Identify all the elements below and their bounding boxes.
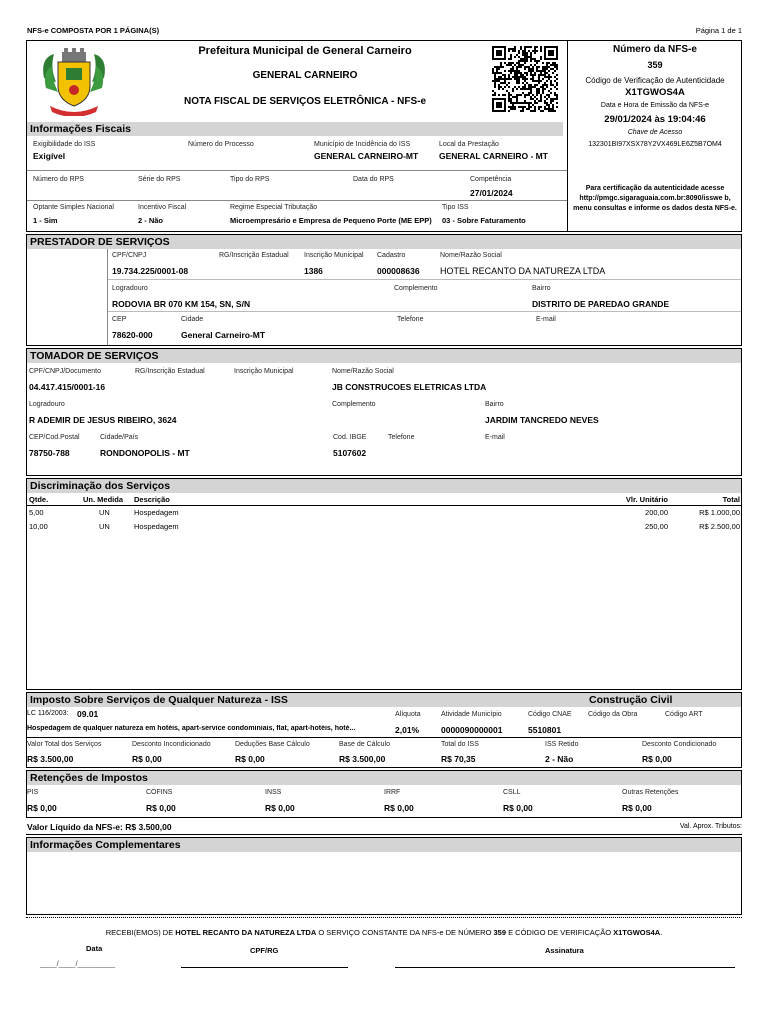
prestador-header: PRESTADOR DE SERVIÇOS — [27, 235, 741, 249]
prefeitura-title: Prefeitura Municipal de General Carneiro — [198, 45, 412, 57]
row-total: R$ 2.500,00 — [699, 522, 740, 531]
prestador-bairro-label: Bairro — [532, 285, 551, 292]
tomador-nome: JB CONSTRUCOES ELETRICAS LTDA — [332, 382, 487, 392]
tomador-header: TOMADOR DE SERVIÇOS — [27, 349, 741, 363]
csll-label: CSLL — [503, 789, 521, 796]
tomador-cep: 78750-788 — [29, 448, 70, 458]
prestador-logradouro-label: Logradouro — [112, 285, 148, 292]
tomador-cidade-label: Cidade/País — [100, 434, 139, 441]
desconto-incondicionado-label: Desconto Incondicionado — [132, 741, 211, 748]
lc-description: Hospedagem de qualquer natureza em hotéis, apart-service condominiais, flat, apart-hotéis, hoté... — [27, 725, 356, 732]
valor-aprox-tributos: Val. Aprox. Tributos: — [679, 823, 742, 830]
exigibilidade-label: Exigibilidade do ISS — [33, 141, 96, 148]
row-qtde: 10,00 — [29, 522, 48, 531]
prestador-nome-label: Nome/Razão Social — [440, 252, 502, 259]
tomador-cnpj: 04.417.415/0001-16 — [29, 382, 106, 392]
csll-value: R$ 0,00 — [503, 803, 533, 813]
row-qtde: 5,00 — [29, 508, 44, 517]
codigo-obra-label: Código da Obra — [588, 711, 638, 718]
local-prestacao-label: Local da Prestação — [439, 141, 499, 148]
deducoes-value: R$ 0,00 — [235, 754, 265, 764]
inss-label: INSS — [265, 789, 282, 796]
valor-liquido — [27, 822, 172, 832]
cpf-signature-line[interactable] — [181, 967, 348, 968]
coat-of-arms-logo — [36, 48, 112, 116]
codigo-art-label: Código ART — [665, 711, 703, 718]
prestador-cnpj: 19.734.225/0001-08 — [112, 266, 189, 276]
irrf-label: IRRF — [384, 789, 401, 796]
row-un: UN — [99, 508, 110, 517]
certificacao-text: Para certificação da autenticidade acesse http://pmgc.sigaraguaia.com.br:8090/isswe b, menu consultas e informe os dados desta NFS-e. — [573, 185, 737, 212]
recibo-t4: . — [660, 928, 663, 937]
page-indicator: Página 1 de 1 — [695, 26, 742, 35]
emissao-label: Data e Hora de Emissão da NFS-e — [600, 102, 710, 109]
recibo-text — [26, 928, 742, 937]
deducoes-label: Deduções Base Cálculo — [235, 741, 310, 748]
recibo-numero: 359 — [493, 928, 507, 937]
pis-label: PIS — [27, 789, 39, 796]
chave-label: Chave de Acesso — [627, 129, 683, 136]
codigo-verificacao-label: Código de Verificação de Autenticidade — [585, 76, 725, 85]
municipio-title: GENERAL CARNEIRO — [252, 70, 358, 81]
numero-processo-label: Número do Processo — [188, 141, 254, 148]
municipio-incidencia-value: GENERAL CARNEIRO-MT — [314, 151, 419, 161]
atividade-value: 0000090000001 — [441, 725, 503, 735]
atividade-label: Atividade Município — [441, 711, 502, 718]
prestador-cadastro: 000008636 — [377, 266, 420, 276]
recibo-t2: O SERVIÇO CONSTANTE DA NFS-e DE NÚMERO — [316, 928, 494, 937]
simples-nacional-value: 1 - Sim — [33, 216, 58, 225]
prestador-cnpj-label: CPF/CNPJ — [112, 252, 147, 259]
prestador-complemento-label: Complemento — [394, 285, 438, 292]
retencoes-header: Retenções de Impostos — [27, 771, 741, 785]
tomador-rg-label: RG/Inscrição Estadual — [135, 368, 205, 375]
tomador-ibge-label: Cod. IBGE — [333, 434, 367, 441]
regime-especial-value: Microempresário e Empresa de Pequeno Porte (ME EPP) — [230, 216, 432, 225]
row-total: R$ 1.000,00 — [699, 508, 740, 517]
municipio-incidencia-label: Município de Incidência do ISS — [314, 141, 411, 148]
prestador-cep-label: CEP — [112, 316, 127, 323]
iss-retido-value: 2 - Não — [545, 754, 574, 764]
cofins-label: COFINS — [146, 789, 173, 796]
simples-nacional-label: Optante Simples Nacional — [33, 204, 114, 211]
desconto-condicionado-label: Desconto Condicionado — [642, 741, 717, 748]
aliquota-value: 2,01% — [395, 725, 420, 735]
base-calculo-value: R$ 3.500,00 — [339, 754, 386, 764]
col-desc-header: Descrição — [134, 495, 170, 504]
nfse-title: NOTA FISCAL DE SERVIÇOS ELETRÔNICA - NFS-e — [183, 96, 427, 107]
qr-code — [492, 46, 558, 112]
total-iss-value: R$ 70,35 — [441, 754, 476, 764]
numero-rps-label: Número do RPS — [33, 176, 84, 183]
iss-title: Imposto Sobre Serviços de Qualquer Natureza - ISS — [30, 694, 288, 706]
tomador-email-label: E-mail — [485, 434, 505, 441]
complementares-header: Informações Complementares — [27, 838, 741, 852]
recibo-data-field[interactable]: ____/____/_________ — [40, 959, 116, 968]
prestador-telefone-label: Telefone — [397, 316, 424, 323]
codigo-verificacao: X1TGWOS4A — [625, 87, 685, 98]
prestador-email-label: E-mail — [536, 316, 556, 323]
construcao-civil-header: Construção Civil — [589, 694, 673, 706]
regime-especial-label: Regime Especial Tributação — [230, 204, 318, 211]
aliquota-label: Alíquota — [395, 711, 421, 718]
recibo-t1: RECEBI(EMOS) DE — [105, 928, 176, 937]
prestador-cadastro-label: Cadastro — [377, 252, 406, 259]
tomador-ibge: 5107602 — [333, 448, 367, 458]
local-prestacao-value: GENERAL CARNEIRO - MT — [439, 151, 548, 161]
prestador-im-label: Inscrição Municipal — [304, 252, 364, 259]
tomador-nome-label: Nome/Razão Social — [332, 368, 394, 375]
tomador-bairro-label: Bairro — [485, 401, 504, 408]
recibo-assinatura-label: Assinatura — [545, 946, 584, 955]
incentivo-fiscal-value: 2 - Não — [138, 216, 164, 225]
prestador-nome: HOTEL RECANTO DA NATUREZA LTDA — [440, 266, 606, 276]
recibo-cpf-label: CPF/RG — [250, 946, 279, 955]
servicos-header: Discriminação dos Serviços — [27, 479, 741, 493]
valor-total-value: R$ 3.500,00 — [27, 754, 74, 764]
assinatura-signature-line[interactable] — [395, 967, 735, 968]
prestador-im: 1386 — [304, 266, 323, 276]
desconto-condicionado-value: R$ 0,00 — [642, 754, 672, 764]
recibo-codigo: X1TGWOS4A — [613, 928, 661, 937]
outras-retencoes-value: R$ 0,00 — [622, 803, 652, 813]
cofins-value: R$ 0,00 — [146, 803, 176, 813]
valor-liquido-label: Valor Líquido da NFS-e: — [27, 822, 123, 832]
iss-retido-label: ISS Retido — [545, 741, 579, 748]
lc-label: LC 116/2003: — [27, 710, 69, 717]
col-total-header: Total — [722, 495, 740, 504]
composta-label: NFS-e COMPOSTA POR 1 PÁGINA(S) — [27, 26, 160, 35]
tomador-complemento-label: Complemento — [332, 401, 376, 408]
competencia-label: Competência — [470, 176, 512, 183]
col-un-header: Un. Medida — [83, 495, 124, 504]
tipo-rps-label: Tipo do RPS — [230, 176, 270, 183]
inss-value: R$ 0,00 — [265, 803, 295, 813]
competencia-value: 27/01/2024 — [470, 188, 513, 198]
prestador-bairro: DISTRITO DE PAREDAO GRANDE — [532, 299, 670, 309]
prestador-rg-label: RG/Inscrição Estadual — [219, 252, 289, 259]
prestador-logradouro: RODOVIA BR 070 KM 154, SN, S/N — [112, 299, 251, 309]
incentivo-fiscal-label: Incentivo Fiscal — [138, 204, 187, 211]
data-rps-label: Data do RPS — [353, 176, 394, 183]
row-vlr: 250,00 — [645, 522, 668, 531]
base-calculo-label: Base de Cálculo — [339, 741, 390, 748]
total-iss-label: Total do ISS — [441, 741, 479, 748]
numero-nfse-label: Número da NFS-e — [613, 44, 697, 55]
valor-liquido-value: R$ 3.500,00 — [125, 822, 172, 832]
col-vlr-header: Vlr. Unitário — [625, 495, 668, 504]
lc-value: 09.01 — [77, 709, 99, 719]
row-desc: Hospedagem — [134, 508, 179, 517]
outras-retencoes-label: Outras Retenções — [622, 789, 679, 796]
valor-total-label: Valor Total dos Serviços — [27, 741, 102, 748]
tipo-iss-label: Tipo ISS — [442, 204, 469, 211]
prestador-cidade: General Carneiro-MT — [181, 330, 266, 340]
tomador-cep-label: CEP/Cod.Postal — [29, 434, 80, 441]
col-qtde-header: Qtde. — [29, 495, 49, 504]
prestador-cidade-label: Cidade — [181, 316, 204, 323]
informacoes-fiscais-header: Informações Fiscais — [27, 122, 563, 136]
exigibilidade-value: Exigível — [33, 151, 66, 161]
tipo-iss-value: 03 - Sobre Faturamento — [442, 216, 526, 225]
recibo-data-label: Data — [86, 944, 103, 953]
emissao-datetime: 29/01/2024 às 19:04:46 — [604, 114, 706, 125]
cnae-label: Código CNAE — [528, 711, 572, 718]
tomador-telefone-label: Telefone — [388, 434, 415, 441]
row-vlr: 200,00 — [645, 508, 668, 517]
tomador-im-label: Inscrição Municipal — [234, 368, 294, 375]
row-un: UN — [99, 522, 110, 531]
chave-acesso: 132301BI97XSX78Y2VX469LE6Z5B7OM4 — [588, 141, 722, 148]
cnae-value: 5510801 — [528, 725, 562, 735]
serie-rps-label: Série do RPS — [138, 176, 181, 183]
pis-value: R$ 0,00 — [27, 803, 57, 813]
tomador-logradouro: R ADEMIR DE JESUS RIBEIRO, 3624 — [29, 415, 177, 425]
numero-nfse: 359 — [647, 60, 663, 70]
desconto-incondicionado-value: R$ 0,00 — [132, 754, 162, 764]
row-desc: Hospedagem — [134, 522, 179, 531]
recibo-empresa: HOTEL RECANTO DA NATUREZA LTDA — [175, 928, 317, 937]
tomador-cnpj-label: CPF/CNPJ/Documento — [29, 368, 101, 375]
recibo-t3: E CÓDIGO DE VERIFICAÇÃO — [506, 928, 614, 937]
prestador-cep: 78620-000 — [112, 330, 153, 340]
tomador-cidade: RONDONOPOLIS - MT — [100, 448, 190, 458]
tomador-logradouro-label: Logradouro — [29, 401, 65, 408]
tomador-bairro: JARDIM TANCREDO NEVES — [485, 415, 599, 425]
irrf-value: R$ 0,00 — [384, 803, 414, 813]
